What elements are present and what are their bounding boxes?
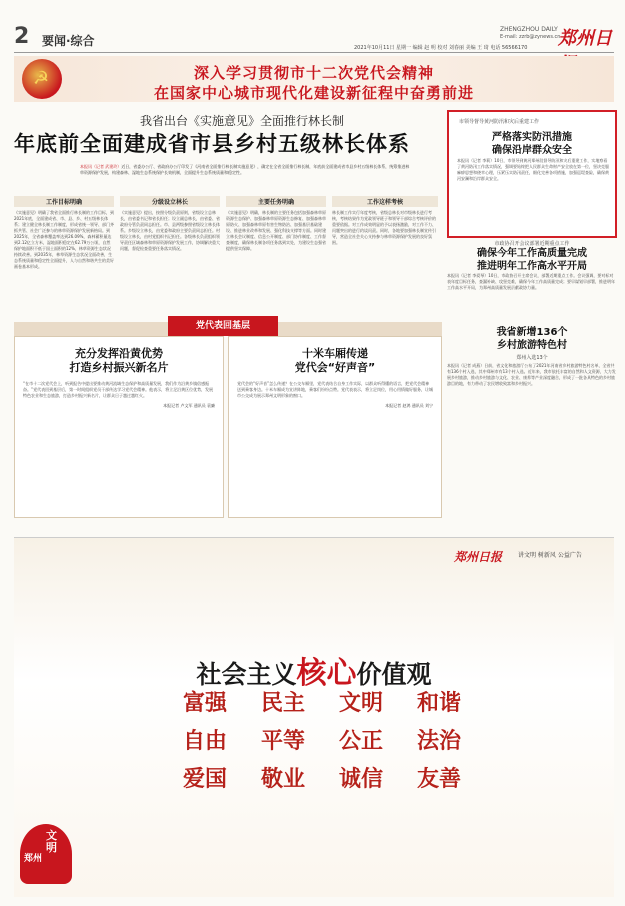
column-text: 《实施意见》明确，林长制的主要任务包括加强森林草原资源生态保护、加强森林草原资源生态修复、加强森林草原防火、加强森林草原有害生物防治、加强基层基础建设、推进林业改革和发展、强化科技支撑等方面。同时建立林长会议制度、信息公开制度、部门协作制度、工作督查制度，确保林长制各项任务落到实处，为建设生态强省提供坚实保障。 <box>226 210 326 251</box>
dateline: 2021年10月11日 星期一 编辑 赵 明 校对 刘春丽 美编 王 琦 电话 56566170 <box>354 45 528 51</box>
headline-part: 社会主义 <box>196 660 297 689</box>
core-value: 平等 <box>260 729 305 754</box>
masthead <box>14 22 614 52</box>
subheading: 分级设立林长 <box>120 196 220 207</box>
ad-logo: 郑州日报 <box>454 550 503 564</box>
ad-headline <box>14 648 614 692</box>
core-value: 文明 <box>338 691 383 716</box>
article-headline-2: 推进明年工作高水平开局 <box>477 261 587 272</box>
article-subtitle: 郑州入选13个 <box>516 355 548 361</box>
article-text: 本报讯（记者 成燕）日前，省文化和旅游厅公布了2021年河南省乡村旅游特色村名单，全省共有136个村入选，其中郑州市有13个村入选。近年来，我市依托丰富的自然和人文资源，大力发展乡村旅游，推动乡村旅游与文化、农业、康养等产业深度融合，形成了一批各具特色的乡村旅游目的地，有力带动了农民增收致富和乡村振兴。 <box>447 363 616 386</box>
civilization-seal-icon <box>20 824 72 884</box>
public-service-ad <box>14 537 614 897</box>
core-value: 诚信 <box>338 767 383 792</box>
paper-email: E-mail: zzrb@zynews.cn <box>500 34 561 40</box>
paper-english-name: ZHENGZHOU DAILY <box>500 26 558 33</box>
story-headline-2: 打造乡村振兴新名片 <box>69 361 169 374</box>
article-headline-1: 我省新增136个 <box>496 327 568 338</box>
core-value: 友善 <box>416 767 461 792</box>
banner-line-2: 在国家中心城市现代化建设新征程中奋勇前进 <box>153 84 474 102</box>
article-headline-2: 乡村旅游特色村 <box>497 340 567 351</box>
page-number: 2 <box>14 24 30 49</box>
article-kicker: 市政协召开会议部署近期重点工作 <box>494 241 570 247</box>
core-value: 敬业 <box>260 767 305 792</box>
banner-line-1: 深入学习贯彻市十二次党代会精神 <box>193 64 434 82</box>
subheading: 工作这样考核 <box>332 196 438 207</box>
paper-logo: 郑州日 <box>558 28 612 49</box>
story-yellow-river <box>14 336 224 518</box>
lead-column-3 <box>226 194 326 314</box>
divider <box>14 52 614 53</box>
headline-part: 价值观 <box>356 660 432 689</box>
headline-highlight: 核心 <box>296 656 357 691</box>
story-byline: 本报记者 卢文军 通讯员 袁廉 <box>163 403 215 408</box>
article-text: 本报讯（记者 李爱琴）10日，市政协召开主席会议，部署近期重点工作。会议强调，要对标对表年度目标任务，查漏补缺、攻坚克难，确保今年工作高质量完成；要早谋划早部署，推进明年工作高水平开局，为郑州高质量发展贡献政协力量。 <box>447 273 615 290</box>
flood-control-article <box>447 110 617 238</box>
lead-intro <box>80 164 410 176</box>
seal-text: 文明 <box>46 829 57 854</box>
column-text: 《实施意见》提出，按照分级负责原则，省级设立总林长，由省委书记和省长担任；设立副总林长，由省委、省政府分管负责同志担任。市、县两级参照省级设立林长体系。乡级设立林长，由党委和政府主要负责同志担任。村级设立林长，由村党组织书记担任。各级林长负责组织领导责任区域森林和草原资源保护发展工作，协调解决重大问题，督促检查重要任务落实情况。 <box>120 210 220 251</box>
story-text: “在市十二次党代会上，听到报告中提出要推动黄河流域生态保护和高质量发展，我们作为沿黄乡镇倍感振奋。”党代表回到基层后，第一时间组织党员干部传达学习党代会精神。他表示，将立足沿黄区位优势，发展特色农业和生态旅游，打造乡村振兴新名片，让群众日子越过越红火。 <box>23 381 214 398</box>
lead-column-4 <box>332 194 438 314</box>
theme-banner <box>14 56 614 102</box>
byline: 本报讯（记者 武建玲） <box>80 164 122 169</box>
cppcc-article <box>447 240 617 320</box>
hammer-sickle-icon: ☭ <box>22 59 62 99</box>
story-headline-1: 十米车厢传递 <box>302 347 368 360</box>
story-headline-2: 党代会“好声音” <box>294 361 376 374</box>
article-kicker: 市领导督导黄河防汛和灾后重建工作 <box>459 119 540 125</box>
article-headline-2: 确保沿岸群众安全 <box>492 145 572 156</box>
ad-sponsor: 讲文明 树新风 公益广告 <box>518 552 582 559</box>
article-headline-1: 确保今年工作高质量完成 <box>477 248 587 259</box>
article-headline-1: 严格落实防汛措施 <box>492 132 572 143</box>
core-value: 富强 <box>182 691 227 716</box>
section-label: 党代表回基层 <box>168 316 278 336</box>
intro-text: 近日，省委办公厅、省政府办公厅印发了《河南省全面推行林长制实施意见》，确定在全省全面推行林长制，年底前全面建成省市县乡村五级林长体系，统筹推进林草资源保护发展，构建森林、湿地生态系统保护长效机制，全面提升生态系统质量和稳定性。 <box>80 164 410 175</box>
section-name: 要闻·综合 <box>42 34 95 48</box>
core-value: 法治 <box>416 729 461 754</box>
column-text: 林长制工作实行年度考核，省级总林长对市级林长进行考核，考核结果作为党政领导班子和领导干部综合考核评价的重要依据。对工作成效明显的予以表扬激励，对工作不力、问题突出的进行约谈问责。同时，各地要加强林长制宣传引导，营造全社会关心支持参与林草资源保护发展的良好氛围。 <box>332 210 436 245</box>
rural-tourism-article <box>447 326 617 520</box>
story-text: 党代会的“好声音”怎么传递？在公交车厢里，党代表结合自身工作实际，以群众听得懂的语言，把党代会精神送到乘客身边。十米车厢成为宣讲阵地，乘客们纷纷点赞。党代表表示，将立足岗位，用心用情做好服务，让城市公交成为展示郑州文明形象的窗口。 <box>237 381 433 398</box>
seal-text: 郑州 <box>24 854 43 864</box>
core-value: 民主 <box>260 691 305 716</box>
story-headline-1: 充分发挥沿黄优势 <box>75 347 163 360</box>
core-value: 和谐 <box>416 691 461 716</box>
lead-kicker: 我省出台《实施意见》全面推行林长制 <box>140 114 345 128</box>
lead-headline: 年底前全面建成省市县乡村五级林长体系 <box>14 132 410 156</box>
subheading: 主要任务明确 <box>226 196 326 207</box>
core-value: 自由 <box>182 729 227 754</box>
story-bus <box>228 336 442 518</box>
story-byline: 本报记者 赵鸿 通讯员 刘宁 <box>385 403 433 408</box>
subheading: 工作目标明确 <box>14 196 114 207</box>
core-value: 爱国 <box>182 767 227 792</box>
article-text: 本报讯（记者 李莉）10日，市领导到黄河郑州段督导防汛和灾后重建工作，实地察看了黄河防汛工作落实情况，强调要始终把人民群众生命财产安全放在第一位，坚决克服麻痹思想和侥幸心理，压紧压实防汛责任，细化完善各项措施，加强巡堤查险，确保黄河安澜和沿岸群众安全。 <box>457 158 609 181</box>
column-text: 《实施意见》明确了我省全面推行林长制的工作目标，到2021年底，全面建成省、市、县、乡、村五级林长体系；建立健全林长制工作制度，形成省统一领导、部门齐抓共管、社会广泛参与的林草资源保护发展新格局。到2025年，全省森林覆盖率达到26.09%，森林蓄积量达到2.12亿立方米，湿地面积稳定在62.79万公顷，自然保护地面积不低于国土面积的12%，林草资源生态状况持续改善。到2035年，林草资源生态状况全面改善，生态系统质量和稳定性全面提升，人与自然和谐共生的美好画卷基本形成。 <box>14 210 114 269</box>
lead-column-1 <box>14 194 114 314</box>
core-value: 公正 <box>338 729 383 754</box>
lead-column-2 <box>120 194 220 314</box>
